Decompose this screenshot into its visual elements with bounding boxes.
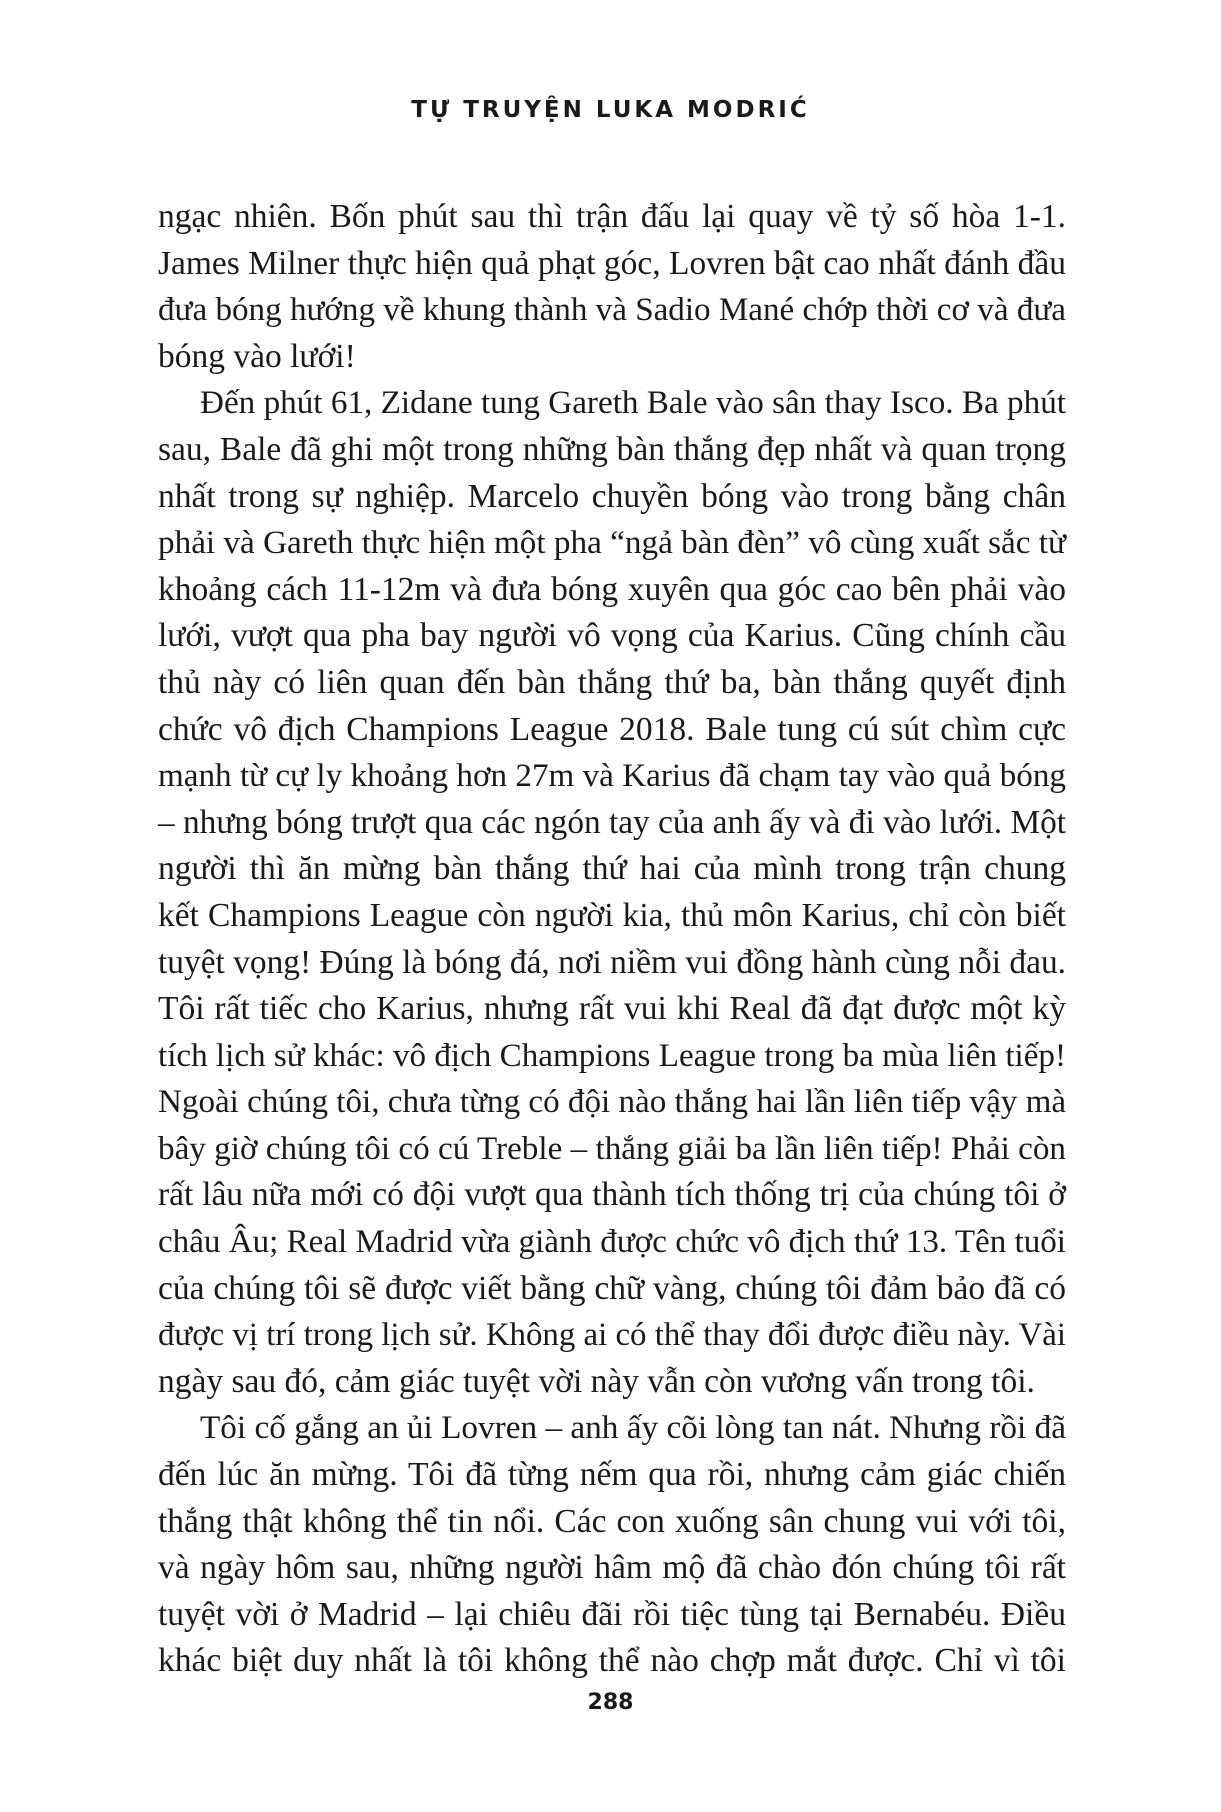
body-text — [158, 194, 1066, 1685]
text-line: nhất trong sự nghiệp. Marcelo chuyền bóng vào trong bằng chân — [158, 477, 1066, 515]
text-line: kết Champions League còn người kia, thủ môn Karius, chỉ còn biết — [158, 896, 1066, 934]
text-line: – nhưng bóng trượt qua các ngón tay của anh ấy và đi vào lưới. Một — [158, 803, 1066, 841]
text-line: khác biệt duy nhất là tôi không thể nào chợp mắt được. Chỉ vì tôi — [158, 1642, 1066, 1680]
text-line: sau, Bale đã ghi một trong những bàn thắng đẹp nhất và quan trọng — [158, 430, 1066, 468]
text-line: rất lâu nữa mới có đội vượt qua thành tích thống trị của chúng tôi ở — [158, 1176, 1066, 1214]
text-line: bây giờ chúng tôi có cú Treble – thắng giải ba lần liên tiếp! Phải còn — [158, 1129, 1066, 1167]
page-number: 288 — [587, 1690, 634, 1715]
text-line: bóng vào lưới! — [158, 337, 356, 375]
text-line: được vị trí trong lịch sử. Không ai có thể thay đổi được điều này. Vài — [158, 1317, 1066, 1354]
text-line: ngạc nhiên. Bốn phút sau thì trận đấu lại quay về tỷ số hòa 1-1. — [158, 198, 1066, 235]
text-line: Tôi rất tiếc cho Karius, nhưng rất vui khi Real đã đạt được một kỳ — [158, 990, 1066, 1028]
text-line: châu Âu; Real Madrid vừa giành được chức vô địch thứ 13. Tên tuổi — [158, 1224, 1066, 1261]
text-line: Tôi cố gắng an ủi Lovren – anh ấy cõi lòng tan nát. Nhưng rồi đã — [200, 1409, 1066, 1447]
paragraph-1 — [158, 194, 1066, 380]
text-line: đưa bóng hướng về khung thành và Sadio Mané chớp thời cơ và đưa — [158, 292, 1066, 329]
text-line: James Milner thực hiện quả phạt góc, Lovren bật cao nhất đánh đầu — [158, 244, 1066, 282]
text-line: của chúng tôi sẽ được viết bằng chữ vàng, chúng tôi đảm bảo đã có — [158, 1269, 1066, 1307]
text-line: thắng thật không thể tin nổi. Các con xuống sân chung vui với tôi, — [158, 1502, 1066, 1540]
text-line: đến lúc ăn mừng. Tôi đã từng nếm qua rồi, nhưng cảm giác chiến — [158, 1456, 1066, 1494]
text-line: chức vô địch Champions League 2018. Bale tung cú sút chìm cực — [158, 710, 1066, 748]
text-line: tuyệt vời ở Madrid – lại chiêu đãi rồi tiệc tùng tại Bernabéu. Điều — [158, 1595, 1066, 1633]
text-line: thủ này có liên quan đến bàn thắng thứ ba, bàn thắng quyết định — [158, 663, 1066, 701]
text-line: khoảng cách 11-12m và đưa bóng xuyên qua góc cao bên phải vào — [158, 570, 1066, 608]
text-line: tuyệt vọng! Đúng là bóng đá, nơi niềm vui đồng hành cùng nỗi đau. — [158, 943, 1066, 981]
text-line: lưới, vượt qua pha bay người vô vọng của Karius. Cũng chính cầu — [158, 617, 1066, 655]
paragraph-3 — [158, 1405, 1066, 1685]
text-line: phải và Gareth thực hiện một pha “ngả bàn đèn” vô cùng xuất sắc từ — [158, 524, 1066, 562]
text-line: mạnh từ cự ly khoảng hơn 27m và Karius đã chạm tay vào quả bóng — [158, 757, 1066, 795]
text-line: và ngày hôm sau, những người hâm mộ đã chào đón chúng tôi rất — [158, 1549, 1066, 1587]
text-line: tích lịch sử khác: vô địch Champions League trong ba mùa liên tiếp! — [158, 1037, 1066, 1074]
paragraph-2 — [158, 380, 1066, 1405]
text-line: người thì ăn mừng bàn thắng thứ hai của mình trong trận chung — [158, 850, 1066, 888]
text-line: ngày sau đó, cảm giác tuyệt vời này vẫn còn vương vấn trong tôi. — [158, 1362, 1035, 1400]
running-head: TỰ TRUYỆN LUKA MODRIĆ — [411, 97, 810, 123]
text-line: Ngoài chúng tôi, chưa từng có đội nào thắng hai lần liên tiếp vậy mà — [158, 1084, 1067, 1121]
text-line: Đến phút 61, Zidane tung Gareth Bale vào sân thay Isco. Ba phút — [200, 384, 1066, 422]
